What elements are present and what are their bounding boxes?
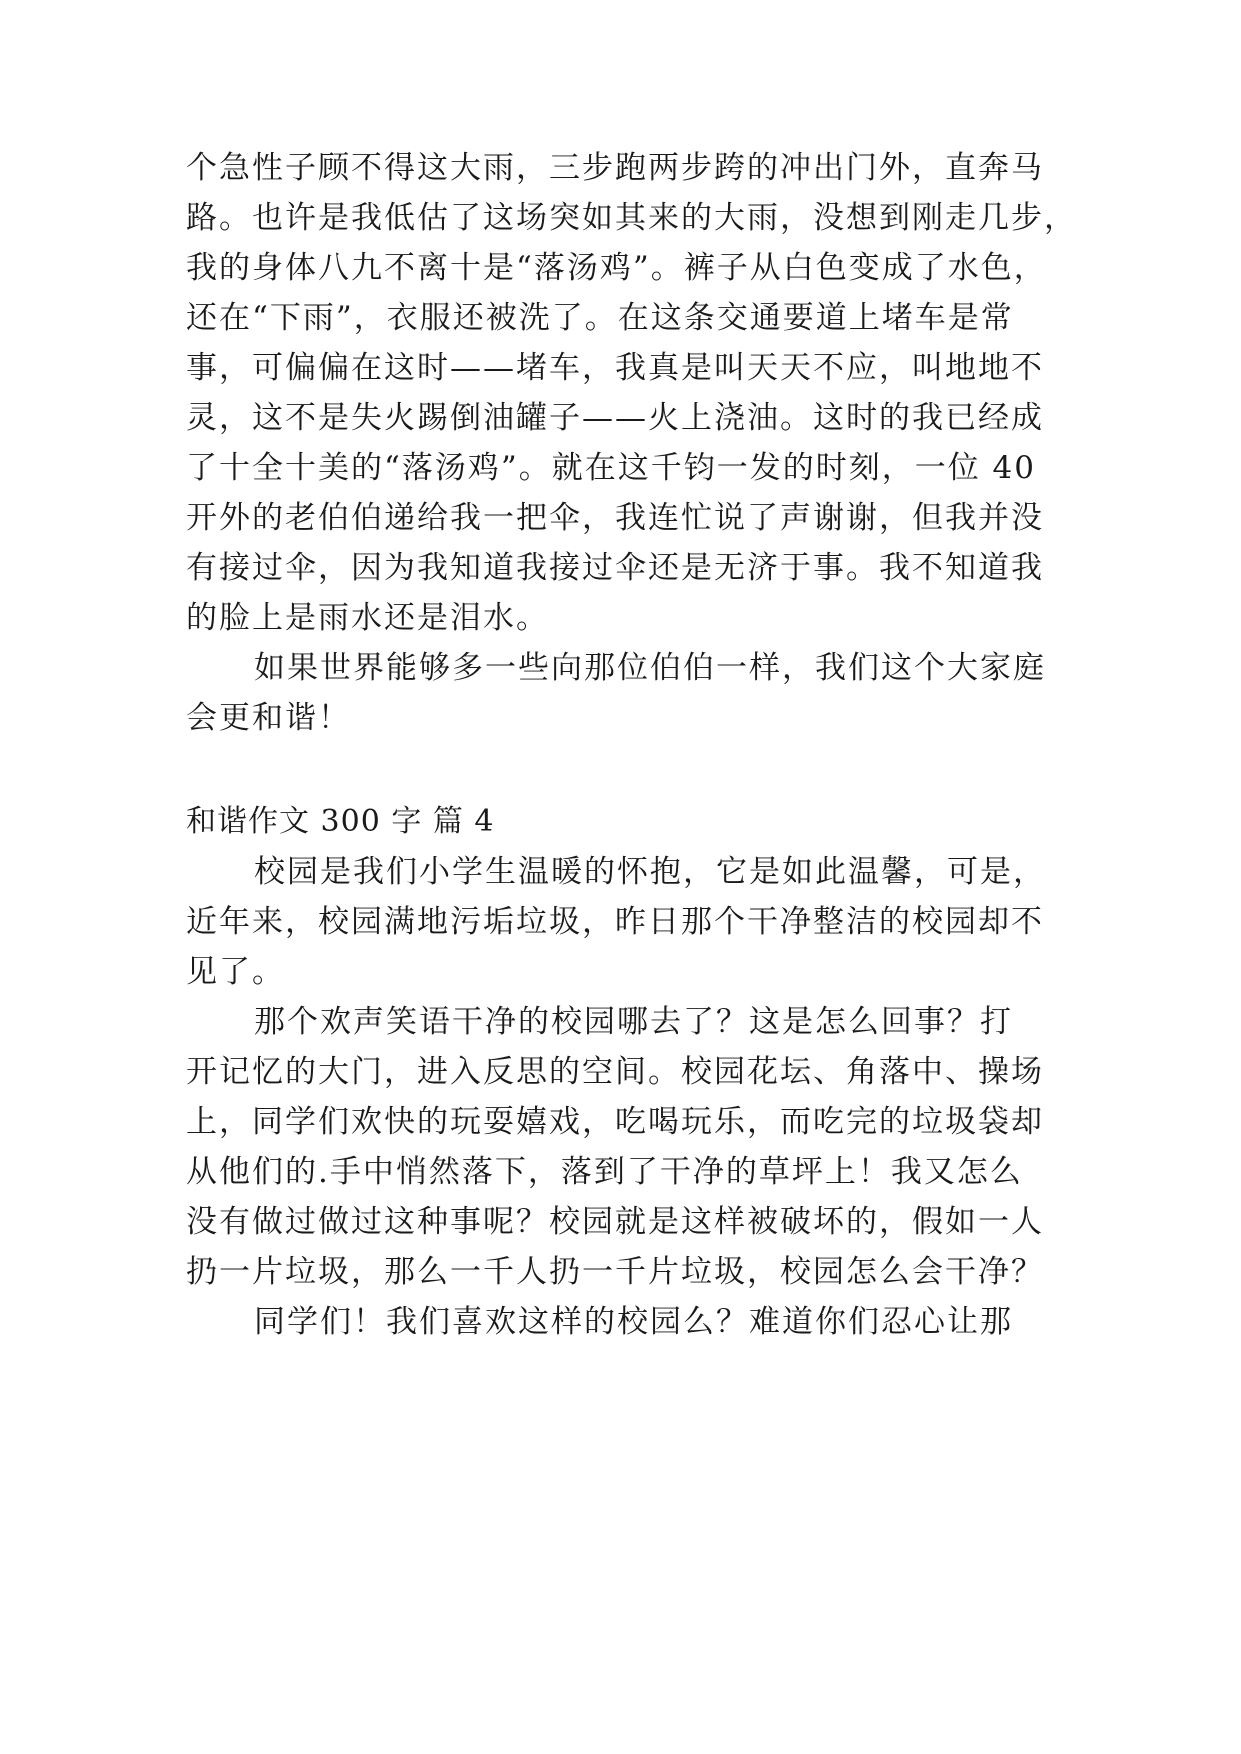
text-line: 开记忆的大门，进入反思的空间。校园花坛、角落中、操场 bbox=[186, 1054, 1044, 1090]
text-line: 近年来，校园满地污垢垃圾，昨日那个干净整洁的校园却不 bbox=[186, 904, 1044, 940]
text-line: 有接过伞，因为我知道我接过伞还是无济于事。我不知道我 bbox=[186, 550, 1044, 586]
text-line: 开外的老伯伯递给我一把伞，我连忙说了声谢谢，但我并没 bbox=[186, 500, 1044, 536]
text-line: 如果世界能够多一些向那位伯伯一样，我们这个大家庭 bbox=[254, 650, 1046, 686]
text-line: 上，同学们欢快的玩耍嬉戏，吃喝玩乐，而吃完的垃圾袋却 bbox=[186, 1104, 1044, 1140]
text-line: 同学们！我们喜欢这样的校园么？难道你们忍心让那 bbox=[254, 1304, 1013, 1340]
text-line: 会更和谐！ bbox=[186, 700, 351, 736]
text-line: 我的身体八九不离十是“落汤鸡”。裤子从白色变成了水色， bbox=[186, 250, 1047, 286]
text-line: 见了。 bbox=[186, 954, 285, 990]
text-line: 灵，这不是失火踢倒油罐子——火上浇油。这时的我已经成 bbox=[186, 400, 1044, 436]
text-line: 那个欢声笑语干净的校园哪去了？这是怎么回事？打 bbox=[254, 1004, 1013, 1040]
text-line: 扔一片垃圾，那么一千人扔一千片垃圾，校园怎么会干净？ bbox=[186, 1254, 1044, 1290]
section-heading: 和谐作文 300 字 篇 4 bbox=[186, 804, 495, 839]
text-line: 校园是我们小学生温暖的怀抱，它是如此温馨，可是， bbox=[254, 854, 1046, 890]
text-line: 还在“下雨”，衣服还被洗了。在这条交通要道上堵车是常 bbox=[186, 300, 1014, 336]
text-line: 了十全十美的“落汤鸡”。就在这千钧一发的时刻，一位 40 bbox=[186, 450, 1036, 486]
text-line: 的脸上是雨水还是泪水。 bbox=[186, 600, 549, 636]
text-line: 事，可偏偏在这时——堵车，我真是叫天天不应，叫地地不 bbox=[186, 350, 1044, 386]
text-line: 没有做过做过这种事呢？校园就是这样被破坏的，假如一人 bbox=[186, 1204, 1044, 1240]
text-line: 路。也许是我低估了这场突如其来的大雨，没想到刚走几步， bbox=[186, 200, 1077, 236]
text-line: 从他们的.手中悄然落下，落到了干净的草坪上！我又怎么 bbox=[186, 1154, 1023, 1190]
text-line: 个急性子顾不得这大雨，三步跑两步跨的冲出门外，直奔马 bbox=[186, 150, 1044, 186]
